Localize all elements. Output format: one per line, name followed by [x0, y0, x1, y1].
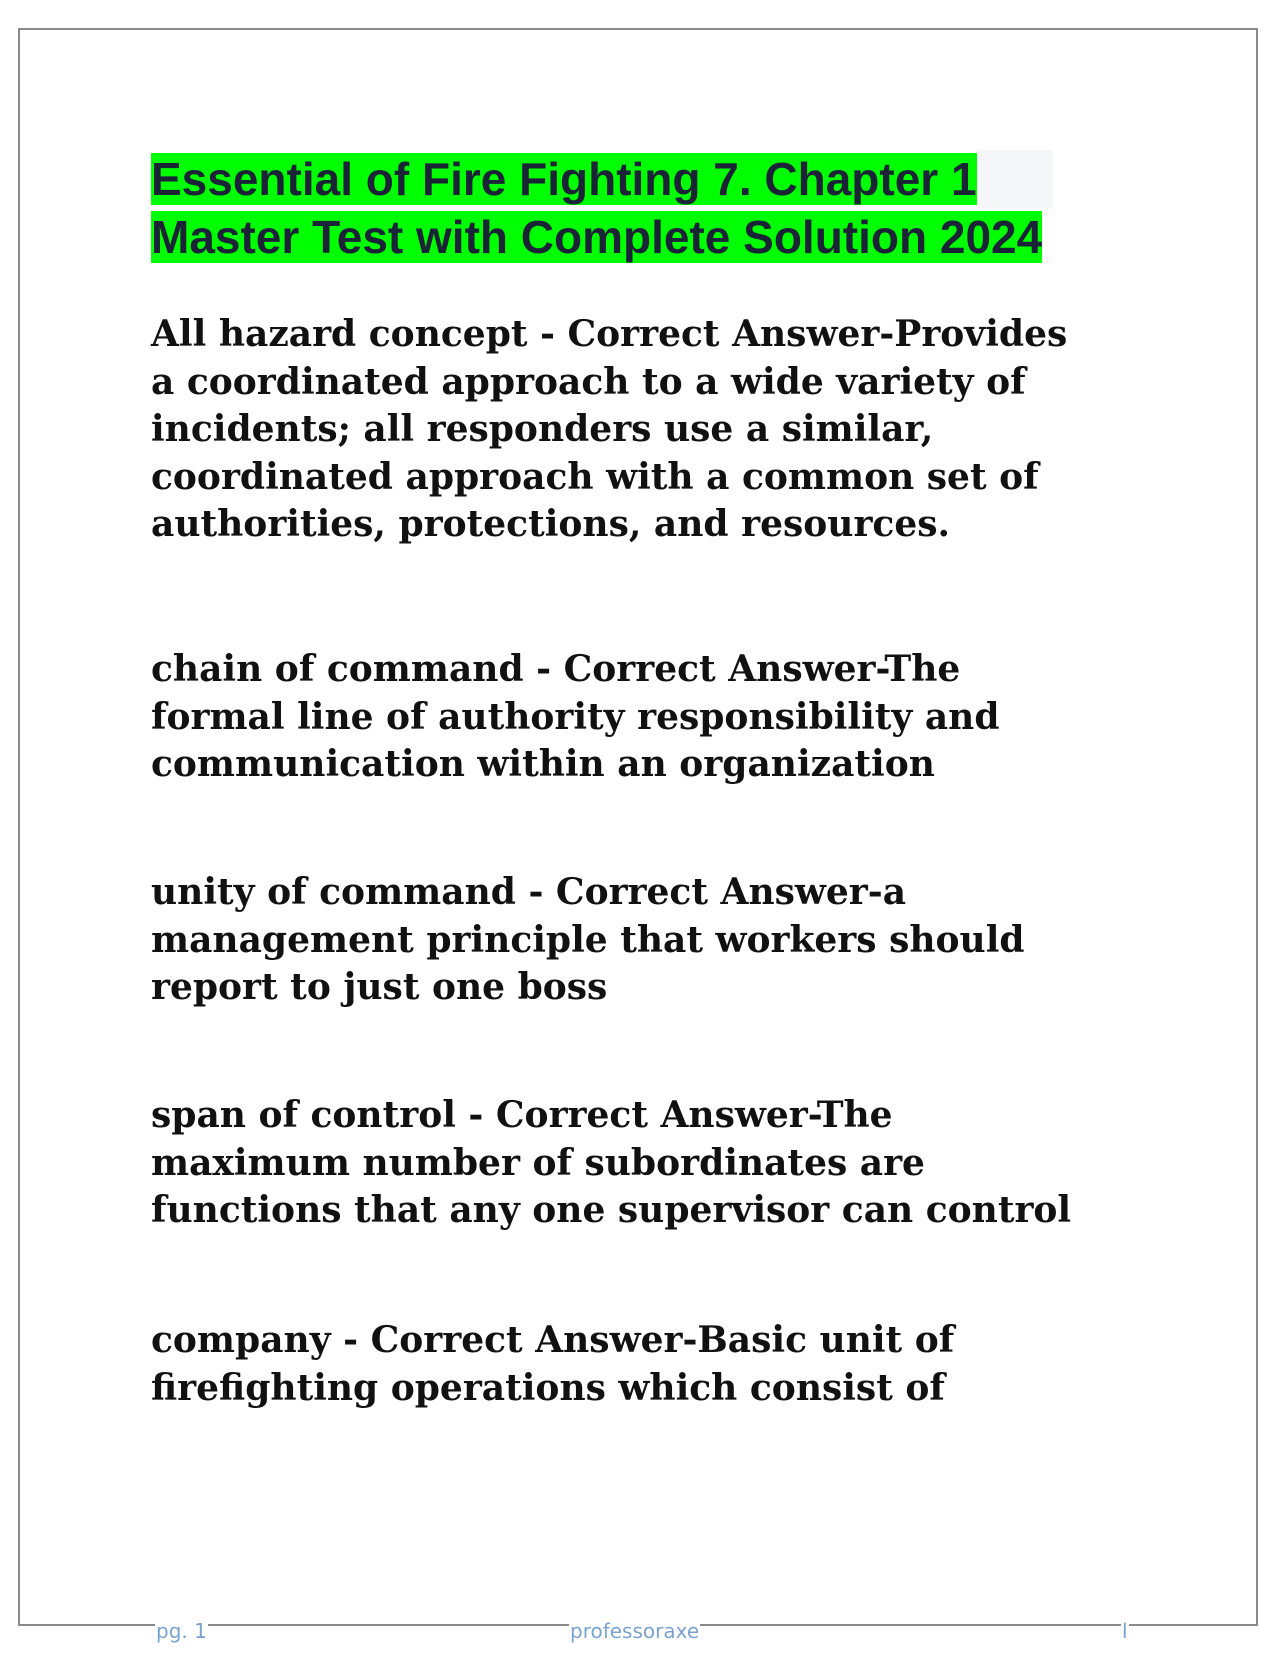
footer-right-mark: l	[1122, 1619, 1128, 1643]
entry-line: management principle that workers should	[151, 918, 1025, 961]
entry-line: firefighting operations which consist of	[151, 1366, 945, 1409]
entry-line: authorities, protections, and resources.	[151, 503, 951, 545]
entry-line: span of control - Correct Answer-The	[151, 1094, 893, 1136]
title-line	[151, 208, 1131, 266]
title-line	[151, 150, 1131, 208]
qa-entry-all-hazard-concept	[151, 311, 1131, 549]
title-highlight: Master Test with Complete Solution 2024	[151, 211, 1043, 263]
qa-entry-span-of-control	[151, 1092, 1131, 1235]
footer-author: professoraxe	[570, 1619, 700, 1643]
entry-line: formal line of authority responsibility and	[151, 695, 1000, 738]
qa-entry-chain-of-command	[151, 646, 1131, 789]
qa-entry-company	[151, 1317, 1131, 1412]
entry-line: unity of command - Correct Answer-a	[151, 871, 907, 913]
footer-page-number: pg. 1	[156, 1619, 207, 1643]
entry-line: report to just one boss	[151, 966, 608, 1008]
entry-line: incidents; all responders use a similar,	[151, 408, 934, 450]
entry-line: chain of command - Correct Answer-The	[151, 648, 961, 690]
qa-entry-unity-of-command	[151, 869, 1131, 1012]
document-title	[151, 150, 1131, 266]
entry-line: All hazard concept - Correct Answer-Provides	[151, 313, 1068, 355]
entry-line: coordinated approach with a common set of	[151, 455, 1039, 498]
entry-line: communication within an organization	[151, 743, 935, 785]
entry-line: maximum number of subordinates are	[151, 1141, 925, 1184]
entry-line: company - Correct Answer-Basic unit of	[151, 1319, 955, 1361]
entry-line: a coordinated approach to a wide variety of	[151, 360, 1026, 403]
title-highlight: Essential of Fire Fighting 7. Chapter 1	[151, 153, 977, 205]
entry-line: functions that any one supervisor can control	[151, 1189, 1072, 1231]
title-highlight-extension	[977, 150, 1053, 208]
